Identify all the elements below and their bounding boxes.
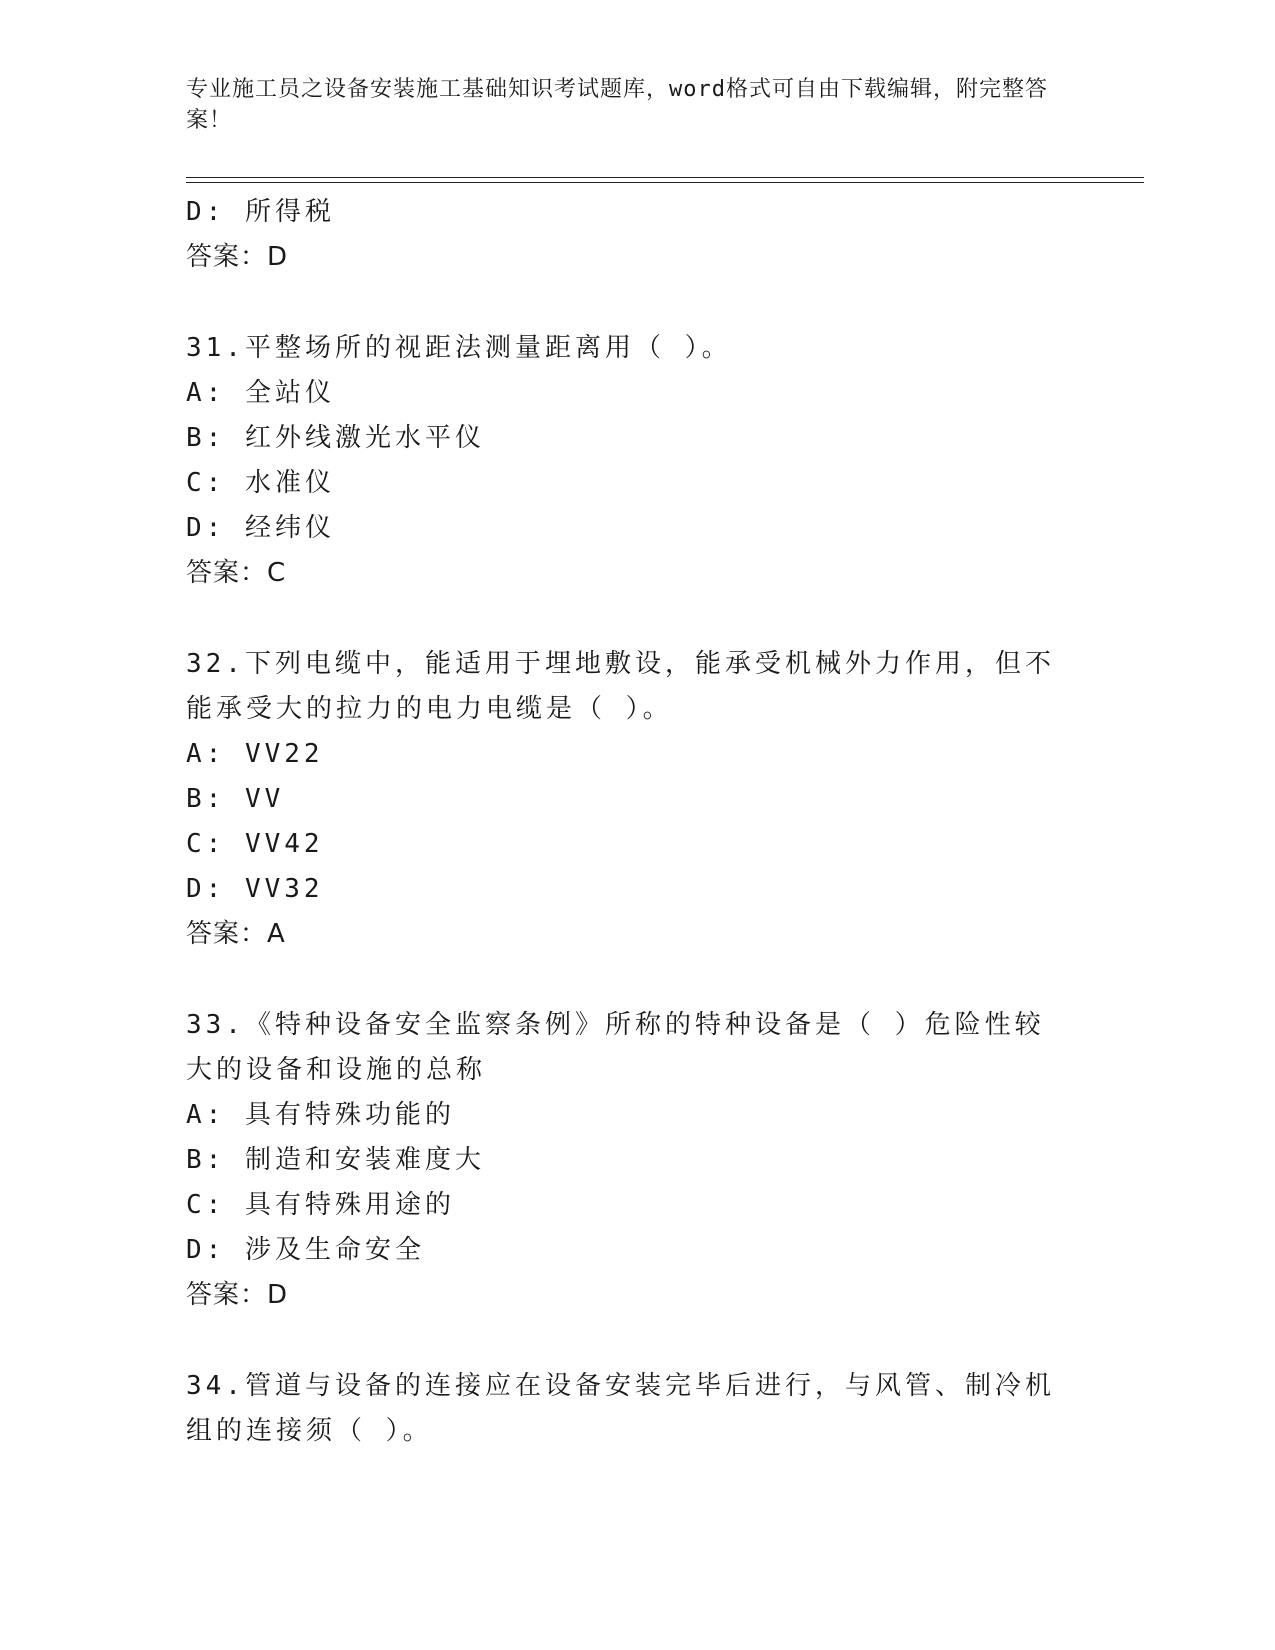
option-a: A: 全站仪 [186,378,335,408]
header-divider-top [186,177,1144,178]
answer: 答案：A [186,919,286,949]
spacer [186,1318,1086,1364]
document-header: 专业施工员之设备安装施工基础知识考试题库，word格式可自由下载编辑，附完整答案！ [186,77,1048,133]
option-d: D: 经纬仪 [186,513,335,543]
option-c: C: 具有特殊用途的 [186,1190,455,1220]
option-b: B: 制造和安装难度大 [186,1145,485,1175]
question-text: 33.《特种设备安全监察条例》所称的特种设备是（ ）危险性较大的设备和设施的总称 [186,1010,1045,1085]
option-c: C: VV42 [186,829,324,859]
option-a: A: 具有特殊功能的 [186,1100,455,1130]
answer: 答案：D [186,1280,289,1310]
option-d: D: 涉及生命安全 [186,1235,425,1265]
spacer [186,957,1086,1003]
option-a: A: VV22 [186,739,324,769]
answer: 答案：D [186,242,289,272]
answer: 答案：C [186,558,287,588]
question-list [186,190,1086,1454]
option-d: D: VV32 [186,874,324,904]
spacer [186,596,1086,642]
option-c: C: 水准仪 [186,468,335,498]
option-b: B: VV [186,784,285,814]
question-text: 31.平整场所的视距法测量距离用（ ）。 [186,333,732,363]
option-b: B: 红外线激光水平仪 [186,423,485,453]
spacer [186,280,1086,326]
header-divider-bottom [186,182,1144,183]
question-text: 34.管道与设备的连接应在设备安装完毕后进行，与风管、制冷机组的连接须（ ）。 [186,1371,1055,1446]
option-d: D: 所得税 [186,197,335,227]
question-text: 32.下列电缆中，能适用于埋地敷设，能承受机械外力作用，但不能承受大的拉力的电力电缆是（ ）。 [186,649,1055,724]
